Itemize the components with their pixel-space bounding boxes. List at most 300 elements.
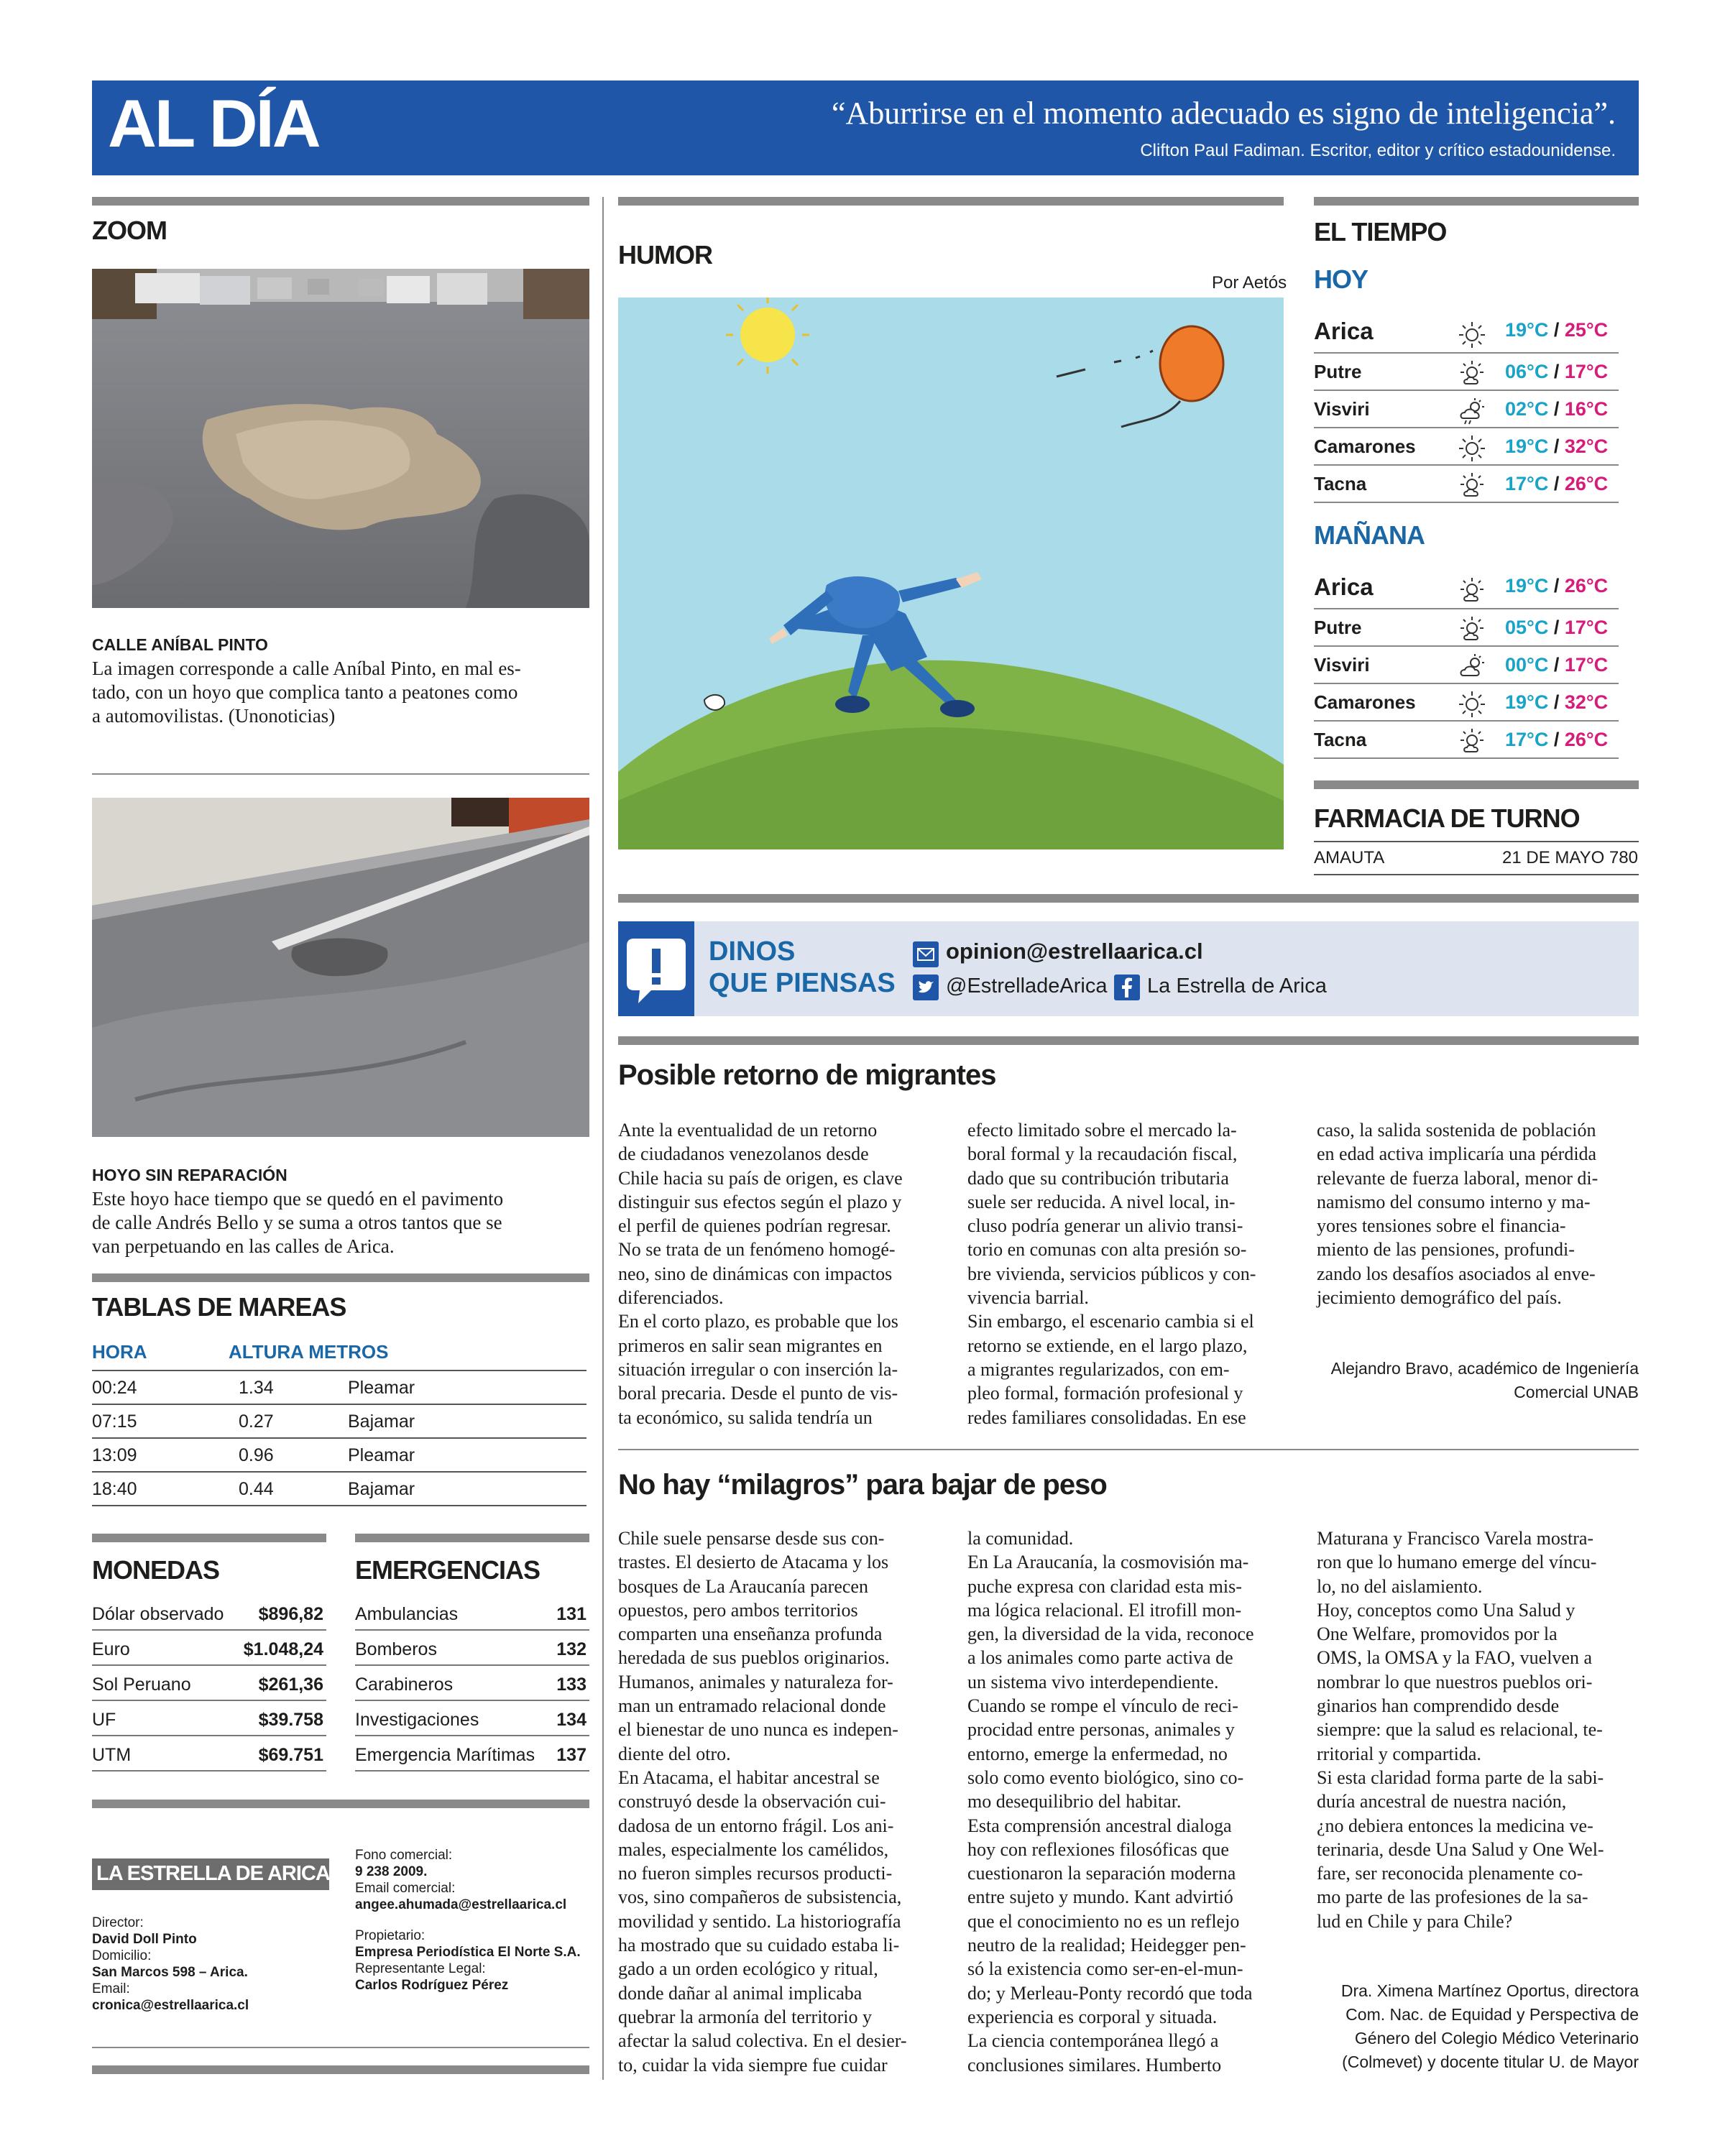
weather-row [1314, 354, 1619, 391]
director: David Doll Pinto [92, 1932, 197, 1947]
text-line: vivencia barrial. [967, 1287, 1089, 1309]
text-line: En La Araucanía, la cosmovisión ma- [967, 1552, 1249, 1573]
text-line: ta económico, su salida tendría un [618, 1406, 873, 1428]
text-line: torio en comunas con alta presión so- [967, 1239, 1247, 1261]
text-line: redes familiares consolidadas. En ese [967, 1406, 1246, 1428]
emergency-row [355, 1703, 589, 1736]
weather-row [1314, 722, 1619, 759]
signature-line: (Colmevet) y docente titular U. de Mayor [1342, 2053, 1639, 2071]
caption-line: tado, con un hoyo que complica tanto a peatones como [92, 681, 518, 703]
emergency-name: Ambulancias [355, 1604, 459, 1624]
currency-row [92, 1597, 326, 1631]
dinos-label-line: DINOS [709, 936, 796, 967]
speech-bubble-icon [618, 921, 694, 1016]
dinos-label [709, 936, 896, 999]
weather-temps: 19°C / 25°C [1505, 319, 1609, 341]
text-line: rritorial y compartida. [1317, 1743, 1481, 1764]
divider [92, 2047, 589, 2048]
text-line: retorno se extiende, en el largo plazo, [967, 1335, 1248, 1356]
zoom-photo-pothole-anibal-pinto [92, 269, 589, 608]
weather-row [1314, 609, 1619, 647]
tide-altura: 0.96 [239, 1445, 274, 1465]
article2-col2 [967, 1526, 1294, 2077]
text-line: One Welfare, promovidos por la [1317, 1623, 1558, 1645]
temp-min: 19°C [1505, 575, 1549, 596]
divider [618, 197, 1284, 206]
tide-altura: 0.27 [239, 1411, 274, 1432]
tides-row [92, 1439, 586, 1473]
text-line: afectar la salud colectiva. En el desier- [618, 2030, 907, 2052]
text-line: boral precaria. Desde el punto de vis- [618, 1383, 898, 1404]
text-line: pleo formal, formación profesional y [967, 1383, 1243, 1404]
text-line: boral formal y la recaudación fiscal, [967, 1143, 1238, 1165]
tide-tipo: Bajamar [348, 1411, 415, 1432]
text-line: gado a un orden ecológico y ritual, [618, 1958, 878, 1980]
text-line: un sistema vivo interdependiente. [967, 1671, 1219, 1692]
divider [92, 1534, 326, 1542]
currency-value: $69.751 [258, 1745, 323, 1765]
divider [1314, 874, 1639, 875]
text-line: fare, ser reconocida plenamente co- [1317, 1863, 1583, 1884]
text-line: Chile suele pensarse desde sus con- [618, 1528, 885, 1549]
currency-row [92, 1703, 326, 1736]
weather-temps: 06°C / 17°C [1505, 361, 1609, 382]
weather-row [1314, 684, 1619, 722]
sun-cloud-icon [1458, 576, 1486, 605]
weather-city: Camarones [1314, 436, 1416, 457]
email-icon [913, 941, 939, 967]
text-line: Cuando se rompe el vínculo de reci- [967, 1695, 1238, 1717]
currency-name: Euro [92, 1639, 130, 1659]
cloud-sun-icon [1458, 397, 1486, 425]
text-line: ron que lo humano emerge del víncu- [1317, 1552, 1597, 1573]
weather-row [1314, 308, 1619, 354]
signature-line: Dra. Ximena Martínez Oportus, directora [1340, 1981, 1639, 2000]
fono-label: Fono comercial: [355, 1848, 453, 1863]
temp-max: 25°C [1564, 319, 1609, 341]
text-line: dado que su contribución tributaria [967, 1167, 1229, 1189]
text-line: ha mostrado que su cuidado estaba li- [618, 1935, 900, 1956]
text-line: a migrantes regularizados, con em- [967, 1358, 1230, 1380]
temp-min: 00°C [1505, 654, 1549, 676]
temp-max: 17°C [1564, 617, 1609, 638]
text-line: movilidad y sentido. La historiografía [618, 1910, 901, 1932]
text-line: yores tensiones sobre el financia- [1317, 1215, 1566, 1237]
weather-title: EL TIEMPO [1314, 217, 1447, 247]
text-line: só la existencia como ser-en-el-mun- [967, 1958, 1243, 1980]
text-line: vos, sino compañeros de subsistencia, [618, 1886, 902, 1908]
temp-min: 05°C [1505, 617, 1549, 638]
temp-max: 32°C [1564, 691, 1609, 713]
weather-city: Putre [1314, 361, 1362, 382]
text-line: namismo del consumo interno y ma- [1317, 1191, 1591, 1212]
text-line: Maturana y Francisco Varela mostra- [1317, 1528, 1594, 1549]
text-line: gen, la diversidad de la vida, reconoce [967, 1623, 1254, 1645]
sun-icon [1458, 434, 1486, 463]
emergency-number: 131 [556, 1604, 586, 1624]
weather-row [1314, 466, 1619, 503]
text-line: to, cuidar la vida siempre fue cuidar [618, 2054, 888, 2076]
text-line: males, especialmente los camélidos, [618, 1838, 889, 1860]
weather-city: Visviri [1314, 398, 1370, 420]
humor-cartoon [618, 298, 1284, 849]
text-line: que el conocimiento no es un reflejo [967, 1910, 1240, 1932]
emergencias-title: EMERGENCIAS [355, 1555, 540, 1585]
tides-row [92, 1371, 586, 1405]
section-header-banner [92, 80, 1639, 175]
emergency-number: 137 [556, 1745, 586, 1765]
text-line: lud en Chile y para Chile? [1317, 1910, 1513, 1932]
fono: 9 238 2009. [355, 1864, 428, 1879]
text-line: mo desequilibrio del habitar. [967, 1791, 1182, 1812]
text-line: En Atacama, el habitar ancestral se [618, 1766, 880, 1788]
section-title: AL DÍA [108, 86, 319, 161]
temp-max: 26°C [1564, 729, 1609, 750]
article2-col1 [618, 1526, 945, 2077]
caption-line: Este hoyo hace tiempo que se quedó en el pavimento [92, 1188, 504, 1210]
emergency-name: Emergencia Marítimas [355, 1745, 535, 1765]
masthead-right [355, 1847, 581, 1994]
text-line: suele ser reducida. A nivel local, in- [967, 1191, 1236, 1212]
article2-col3 [1317, 1526, 1639, 1933]
text-line: hoy con reflexiones filosóficas que [967, 1838, 1229, 1860]
sun-icon [1458, 690, 1486, 719]
text-line: miento de las pensiones, profundi- [1317, 1239, 1575, 1261]
email-commercial-label: Email comercial: [355, 1881, 456, 1896]
text-line: situación irregular o con inserción la- [618, 1358, 898, 1380]
opinion-email-link[interactable]: opinion@estrellaarica.cl [946, 939, 1203, 964]
text-line: Chile hacia su país de origen, es clave [618, 1167, 903, 1189]
signature-line: Com. Nac. de Equidad y Perspectiva de [1346, 2005, 1639, 2024]
text-line: neutro de la realidad; Heidegger pen- [967, 1935, 1246, 1956]
representante-label: Representante Legal: [355, 1961, 486, 1976]
text-line: donde dañar al animal implicaba [618, 1982, 862, 2004]
tides-row [92, 1405, 586, 1439]
text-line: entorno, emerge la enfermedad, no [967, 1743, 1228, 1764]
currency-name: Dólar observado [92, 1604, 224, 1624]
text-line: comparten una enseñanza profunda [618, 1623, 883, 1645]
divider [92, 1800, 589, 1808]
text-line: en edad activa implicaría una pérdida [1317, 1143, 1597, 1165]
weather-tomorrow-label: MAÑANA [1314, 520, 1425, 550]
sun-icon [1458, 321, 1486, 349]
text-line: man un entramado relacional donde [618, 1695, 886, 1717]
header-quote: “Aburrirse en el momento adecuado es signo de inteligencia”. [831, 96, 1616, 131]
text-line: ¿no debiera entonces la medicina ve- [1317, 1815, 1593, 1836]
temp-max: 26°C [1564, 575, 1609, 596]
article1-col3 [1317, 1118, 1639, 1309]
temp-min: 17°C [1505, 729, 1549, 750]
text-line: ma lógica relacional. El itrofill mon- [967, 1599, 1242, 1621]
text-line: diferenciados. [618, 1287, 724, 1309]
text-line: relevante de fuerza laboral, menor di- [1317, 1167, 1598, 1189]
tide-altura: 0.44 [239, 1479, 274, 1499]
domicilio: San Marcos 598 – Arica. [92, 1965, 248, 1980]
weather-temps: 19°C / 26°C [1505, 575, 1609, 596]
weather-row [1314, 428, 1619, 466]
text-line: experiencia es corporal y situada. [967, 2006, 1218, 2027]
temp-min: 19°C [1505, 319, 1549, 341]
weather-city: Camarones [1314, 691, 1416, 713]
text-line: OMS, la OMSA y la FAO, vuelven a [1317, 1647, 1593, 1669]
sun-cloud-icon [1458, 359, 1486, 388]
currency-value: $261,36 [258, 1674, 323, 1695]
text-line: caso, la salida sostenida de población [1317, 1120, 1596, 1141]
text-line: efecto limitado sobre el mercado la- [967, 1120, 1237, 1141]
masthead-left [92, 1915, 249, 2014]
caption-line: a automovilistas. (Unonoticias) [92, 705, 336, 727]
text-line: entre sujeto y mundo. Kant advirtió [967, 1886, 1233, 1908]
text-line: conclusiones similares. Humberto [967, 2054, 1222, 2076]
pharmacy-title: FARMACIA DE TURNO [1314, 803, 1580, 833]
currency-row [92, 1632, 326, 1666]
text-line: cuestionaron la separación moderna [967, 1863, 1236, 1884]
director-label: Director: [92, 1915, 144, 1930]
divider [1314, 780, 1639, 789]
caption-line: de calle Andrés Bello y se suma a otros tantos que se [92, 1212, 502, 1233]
text-line: bre vivienda, servicios públicos y con- [967, 1263, 1256, 1284]
temp-max: 26°C [1564, 473, 1609, 494]
text-line: Ante la eventualidad de un retorno [618, 1120, 878, 1141]
text-line: el bienestar de uno nunca es indepen- [618, 1719, 898, 1741]
text-line: nombrar lo que nuestros pueblos ori- [1317, 1671, 1593, 1692]
weather-row [1314, 563, 1619, 609]
text-line: Humanos, animales y naturaleza for- [618, 1671, 893, 1692]
text-line: zando los desafíos asociados al enve- [1317, 1263, 1596, 1284]
tide-hora: 18:40 [92, 1479, 137, 1499]
text-line: Si esta claridad forma parte de la sabi- [1317, 1766, 1604, 1788]
text-line: jecimiento demográfico del país. [1317, 1287, 1562, 1309]
text-line: la comunidad. [967, 1528, 1074, 1549]
cloud-sun-icon [1458, 653, 1486, 681]
tide-hora: 00:24 [92, 1378, 137, 1398]
twitter-icon [913, 975, 939, 1000]
emergency-name: Carabineros [355, 1674, 454, 1695]
emergency-name: Bomberos [355, 1639, 437, 1659]
text-line: Sin embargo, el escenario cambia si el [967, 1311, 1254, 1332]
text-line: cluso podría generar un alivio transi- [967, 1215, 1243, 1237]
text-line: ginarios han comprendido desde [1317, 1695, 1560, 1717]
dinos-label-line: QUE PIENSAS [709, 968, 896, 998]
text-line: mo parte de las profesiones de la sa- [1317, 1886, 1588, 1908]
weather-row [1314, 391, 1619, 428]
text-line: opuestos, pero ambos territorios [618, 1599, 858, 1621]
divider [92, 1273, 589, 1282]
text-line: procidad entre personas, animales y [967, 1719, 1235, 1741]
text-line: solo como evento biológico, sino co- [967, 1766, 1244, 1788]
text-line: primeros en salir sean migrantes en [618, 1335, 883, 1356]
emergency-name: Investigaciones [355, 1710, 479, 1730]
facebook-link[interactable]: La Estrella de Arica [1147, 975, 1327, 998]
emergency-row [355, 1632, 589, 1666]
text-line: de ciudadanos venezolanos desde [618, 1143, 869, 1165]
tide-hora: 13:09 [92, 1445, 137, 1465]
text-line: dadosa de un entorno frágil. Los ani- [618, 1815, 894, 1836]
text-line: lo, no del aislamiento. [1317, 1575, 1483, 1597]
text-line: neo, sino de dinámicas con impactos [618, 1263, 893, 1284]
text-line: terinaria, desde Una Salud y One Wel- [1317, 1838, 1604, 1860]
photo1-caption-title: CALLE ANÍBAL PINTO [92, 635, 268, 654]
article1-col2 [967, 1118, 1294, 1429]
sun-cloud-icon [1458, 471, 1486, 500]
propietario: Empresa Periodística El Norte S.A. [355, 1945, 581, 1960]
temp-min: 17°C [1505, 473, 1549, 494]
weather-city: Visviri [1314, 654, 1370, 676]
tide-tipo: Pleamar [348, 1378, 415, 1398]
text-line: puche expresa con claridad esta mis- [967, 1575, 1242, 1597]
facebook-icon [1114, 975, 1140, 1000]
email-commercial: angee.ahumada@estrellaarica.cl [355, 1897, 567, 1912]
text-line: a los animales como parte activa de [967, 1647, 1233, 1669]
weather-city: Arica [1314, 573, 1374, 600]
text-line: Esta comprensión ancestral dialoga [967, 1815, 1232, 1836]
signature-line: Género del Colegio Médico Veterinario [1354, 2029, 1639, 2047]
text-line: el perfil de quienes podrían regresar. [618, 1215, 891, 1237]
article1-col1 [618, 1118, 945, 1429]
currency-name: UTM [92, 1745, 132, 1765]
tide-altura: 1.34 [239, 1378, 274, 1398]
temp-min: 06°C [1505, 361, 1549, 382]
text-line: Hoy, conceptos como Una Salud y [1317, 1599, 1576, 1621]
weather-temps: 17°C / 26°C [1505, 473, 1609, 494]
text-line: La ciencia contemporánea llegó a [967, 2030, 1219, 2052]
article2-signature [1341, 1979, 1639, 2074]
text-line: construyó desde la observación cui- [618, 1791, 886, 1812]
divider [92, 2065, 589, 2074]
currency-value: $896,82 [258, 1604, 323, 1624]
text-line: bosques de La Araucanía parecen [618, 1575, 868, 1597]
zoom-photo-pothole-andres-bello [92, 798, 589, 1137]
street-photo-1 [92, 269, 589, 608]
propietario-label: Propietario: [355, 1928, 426, 1943]
column-separator [602, 197, 604, 2080]
text-line: No se trata de un fenómeno homogé- [618, 1239, 896, 1261]
street-photo-2 [92, 798, 589, 1137]
text-line: En el corto plazo, es probable que los [618, 1311, 898, 1332]
weather-temps: 02°C / 16°C [1505, 398, 1609, 420]
divider [618, 1449, 1639, 1450]
emergency-row [355, 1667, 589, 1701]
currency-name: Sol Peruano [92, 1674, 191, 1695]
weather-temps: 17°C / 26°C [1505, 729, 1609, 750]
temp-min: 02°C [1505, 398, 1549, 420]
caption-line: van perpetuando en las calles de Arica. [92, 1235, 395, 1257]
newspaper-logo: LA ESTRELLA DE ARICA [92, 1858, 329, 1890]
email: cronica@estrellaarica.cl [92, 1998, 249, 2013]
article1-title: Posible retorno de migrantes [618, 1059, 996, 1091]
emergency-row [355, 1597, 589, 1631]
photo1-caption [92, 657, 589, 728]
temp-max: 16°C [1564, 398, 1609, 420]
weather-temps: 19°C / 32°C [1505, 691, 1609, 713]
tide-tipo: Pleamar [348, 1445, 415, 1465]
humor-credit: Por Aetós [1212, 273, 1287, 292]
divider [92, 197, 589, 206]
pharmacy-address: 21 DE MAYO 780 [1502, 848, 1638, 867]
text-line: no fueron simples recursos producti- [618, 1863, 893, 1884]
text-line: siempre: que la salud es relacional, te- [1317, 1719, 1603, 1741]
weather-city: Arica [1314, 318, 1374, 344]
text-line: distinguir sus efectos según el plazo y [618, 1191, 902, 1212]
photo2-caption [92, 1187, 589, 1258]
weather-today-label: HOY [1314, 264, 1368, 294]
pharmacy-name: AMAUTA [1314, 848, 1385, 867]
opinion-badge [618, 921, 694, 1016]
contact-strip [618, 921, 1639, 1016]
temp-min: 19°C [1505, 691, 1549, 713]
tides-col-altura: ALTURA METROS [229, 1341, 389, 1363]
tides-col-hora: HORA [92, 1341, 147, 1363]
emergency-number: 134 [556, 1710, 586, 1730]
tides-row [92, 1473, 586, 1506]
temp-max: 17°C [1564, 361, 1609, 382]
temp-max: 32°C [1564, 436, 1609, 457]
currency-value: $39.758 [258, 1710, 323, 1730]
domicilio-label: Domicilio: [92, 1948, 152, 1963]
emergency-number: 133 [556, 1674, 586, 1695]
zoom-title: ZOOM [92, 216, 167, 245]
cartoon-illustration [618, 298, 1284, 849]
tide-hora: 07:15 [92, 1411, 137, 1432]
weather-city: Putre [1314, 617, 1362, 638]
text-line: trastes. El desierto de Atacama y los [618, 1552, 889, 1573]
divider [618, 894, 1639, 903]
divider [92, 773, 589, 775]
divider [1314, 197, 1639, 206]
weather-city: Tacna [1314, 729, 1367, 750]
currency-name: UF [92, 1710, 116, 1730]
temp-min: 19°C [1505, 436, 1549, 457]
weather-temps: 19°C / 32°C [1505, 436, 1609, 457]
humor-title: HUMOR [618, 240, 712, 270]
email-label: Email: [92, 1981, 130, 1996]
divider [618, 1036, 1639, 1045]
weather-temps: 00°C / 17°C [1505, 654, 1609, 676]
text-line: diente del otro. [618, 1743, 731, 1764]
article1-signature [1331, 1357, 1639, 1404]
currency-value: $1.048,24 [243, 1639, 323, 1659]
emergency-row [355, 1738, 589, 1772]
currency-row [92, 1667, 326, 1701]
signature-line: Comercial UNAB [1514, 1383, 1639, 1401]
article2-title: No hay “milagros” para bajar de peso [618, 1469, 1107, 1501]
text-line: quebrar la armonía del territorio y [618, 2006, 873, 2027]
text-line: heredada de sus pueblos originarios. [618, 1647, 890, 1669]
weather-temps: 05°C / 17°C [1505, 617, 1609, 638]
weather-row [1314, 647, 1619, 684]
caption-line: La imagen corresponde a calle Aníbal Pinto, en mal es- [92, 658, 521, 679]
sun-cloud-icon [1458, 727, 1486, 756]
emergency-number: 132 [556, 1639, 586, 1659]
monedas-title: MONEDAS [92, 1555, 220, 1585]
sun-cloud-icon [1458, 615, 1486, 644]
temp-max: 17°C [1564, 654, 1609, 676]
representante: Carlos Rodríguez Pérez [355, 1978, 509, 1993]
divider [355, 1534, 589, 1542]
text-line: do; y Merleau-Ponty recordó que toda [967, 1982, 1253, 2004]
weather-city: Tacna [1314, 473, 1367, 494]
tide-tipo: Bajamar [348, 1479, 415, 1499]
twitter-link[interactable]: @EstrelladeArica [946, 975, 1108, 998]
tides-title: TABLAS DE MAREAS [92, 1292, 346, 1322]
signature-line: Alejandro Bravo, académico de Ingeniería [1330, 1359, 1639, 1378]
balloon-icon [1160, 326, 1223, 401]
text-line: duría ancestral de nuestra nación, [1317, 1791, 1567, 1812]
header-quote-author: Clifton Paul Fadiman. Escritor, editor y crítico estadounidense. [1140, 141, 1616, 160]
photo2-caption-title: HOYO SIN REPARACIÓN [92, 1166, 288, 1184]
currency-row [92, 1738, 326, 1772]
divider [1314, 841, 1639, 842]
